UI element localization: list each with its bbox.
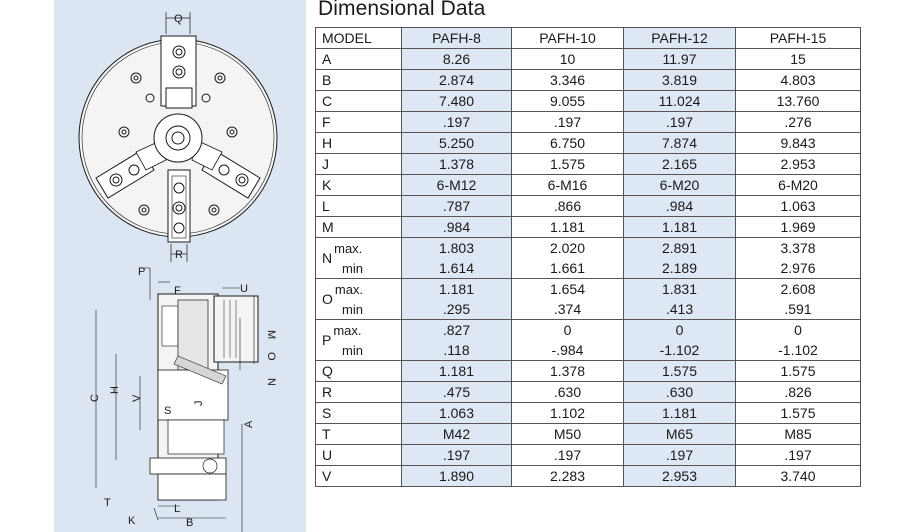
table-body (316, 49, 861, 487)
table-cell: 1.890 (402, 466, 512, 487)
table-cell: 1.063 (402, 403, 512, 424)
table-cell: 0 (624, 320, 736, 341)
row-label: L (316, 196, 402, 217)
table-cell: .630 (624, 382, 736, 403)
label-N: N (265, 378, 277, 386)
table-cell: 6.750 (512, 133, 624, 154)
table-cell: .591 (736, 299, 861, 320)
table-cell: 6-M12 (402, 175, 512, 196)
row-letter: O (322, 291, 333, 307)
table-cell: 1.969 (736, 217, 861, 238)
table-header-row (316, 28, 861, 49)
max-label: max. (334, 241, 363, 256)
table-cell: 11.97 (624, 49, 736, 70)
table-cell: .197 (736, 445, 861, 466)
row-label-p-max (316, 320, 402, 348)
table-cell: M65 (624, 424, 736, 445)
table-cell: .197 (624, 112, 736, 133)
header-pafh-8: PAFH-8 (402, 28, 512, 49)
label-L: L (174, 503, 181, 515)
table-row-v (316, 466, 861, 487)
table-cell: 1.831 (624, 279, 736, 300)
label-C: C (89, 394, 101, 402)
label-J: J (193, 400, 205, 406)
table-cell: 1.654 (512, 279, 624, 300)
table-cell: 1.102 (512, 403, 624, 424)
table-cell: 1.181 (402, 361, 512, 382)
label-K: K (128, 515, 136, 527)
table-cell: 15 (736, 49, 861, 70)
table-cell: -.984 (512, 340, 624, 361)
table-cell: .118 (402, 340, 512, 361)
table-row-a (316, 49, 861, 70)
max-label: max. (334, 282, 364, 297)
table-cell: .827 (402, 320, 512, 341)
table-row-o-max (316, 279, 861, 300)
table-cell: .276 (736, 112, 861, 133)
table-cell: .475 (402, 382, 512, 403)
table-cell: 1.181 (624, 403, 736, 424)
table-cell: 2.189 (624, 258, 736, 279)
chuck-drawing (54, 0, 306, 532)
table-cell: .984 (402, 217, 512, 238)
table-cell: 1.378 (402, 154, 512, 175)
row-label: T (316, 424, 402, 445)
table-cell: 2.874 (402, 70, 512, 91)
side-view (96, 268, 258, 532)
table-cell: 1.803 (402, 238, 512, 259)
table-cell: 0 (512, 320, 624, 341)
table-row-m (316, 217, 861, 238)
label-V: V (131, 394, 143, 402)
label-P: P (138, 266, 146, 278)
table-cell: .787 (402, 196, 512, 217)
table-cell: .984 (624, 196, 736, 217)
row-label: F (316, 112, 402, 133)
table-cell: 1.575 (736, 361, 861, 382)
table-cell: 9.055 (512, 91, 624, 112)
table-cell: 1.575 (512, 154, 624, 175)
table-row-s (316, 403, 861, 424)
table-cell: 3.378 (736, 238, 861, 259)
table-cell: 2.891 (624, 238, 736, 259)
table-cell: 7.874 (624, 133, 736, 154)
table-cell: .413 (624, 299, 736, 320)
table-cell: 7.480 (402, 91, 512, 112)
table-cell: 6-M20 (736, 175, 861, 196)
table-cell: 8.26 (402, 49, 512, 70)
table-row-b (316, 70, 861, 91)
table-cell: 9.843 (736, 133, 861, 154)
table-cell: 3.740 (736, 466, 861, 487)
label-F: F (174, 285, 181, 297)
row-label: V (316, 466, 402, 487)
table-row-o-min (316, 299, 861, 320)
table-cell: 1.378 (512, 361, 624, 382)
page-title: Dimensional Data (318, 0, 486, 20)
table-cell: 10 (512, 49, 624, 70)
row-label-n-max (316, 238, 402, 266)
table-row-h (316, 133, 861, 154)
row-label: R (316, 382, 402, 403)
table-cell: 6-M16 (512, 175, 624, 196)
header-pafh-15: PAFH-15 (736, 28, 861, 49)
table-cell: .197 (512, 112, 624, 133)
row-letter: P (322, 332, 332, 348)
table-cell: -1.102 (624, 340, 736, 361)
row-label: B (316, 70, 402, 91)
table-cell: 1.575 (736, 403, 861, 424)
row-label: K (316, 175, 402, 196)
label-S: S (164, 405, 172, 417)
row-label: U (316, 445, 402, 466)
row-label: H (316, 133, 402, 154)
row-label: M (316, 217, 402, 238)
table-row-k (316, 175, 861, 196)
table-cell: 4.803 (736, 70, 861, 91)
table-cell: 2.165 (624, 154, 736, 175)
table-cell: .295 (402, 299, 512, 320)
label-O: O (265, 352, 277, 361)
table-cell: .197 (624, 445, 736, 466)
table-cell: 5.250 (402, 133, 512, 154)
label-R: R (175, 249, 183, 261)
row-label: S (316, 403, 402, 424)
min-label: min (342, 261, 363, 276)
table-row-q (316, 361, 861, 382)
table-cell: 1.575 (624, 361, 736, 382)
row-label: C (316, 91, 402, 112)
header-model: MODEL (316, 28, 402, 49)
table-cell: .826 (736, 382, 861, 403)
label-U: U (240, 283, 248, 295)
table-cell: 2.020 (512, 238, 624, 259)
label-B: B (186, 517, 194, 529)
table-cell: 2.608 (736, 279, 861, 300)
row-label-o-max (316, 279, 402, 307)
min-label: min (342, 302, 363, 317)
table-cell: 1.181 (512, 217, 624, 238)
header-pafh-10: PAFH-10 (512, 28, 624, 49)
table-cell: 1.614 (402, 258, 512, 279)
table-row-r (316, 382, 861, 403)
table-cell: .197 (402, 112, 512, 133)
table-cell: 1.661 (512, 258, 624, 279)
table-row-j (316, 154, 861, 175)
table-cell: 3.346 (512, 70, 624, 91)
table-cell: M42 (402, 424, 512, 445)
table-row-l (316, 196, 861, 217)
table-cell: 2.953 (624, 466, 736, 487)
table-cell: M50 (512, 424, 624, 445)
table-cell: 2.976 (736, 258, 861, 279)
dimensional-data-table (315, 27, 861, 487)
max-label: max. (333, 323, 362, 338)
table-cell: .866 (512, 196, 624, 217)
row-label: Q (316, 361, 402, 382)
table-cell: M85 (736, 424, 861, 445)
table-cell: 13.760 (736, 91, 861, 112)
label-A: A (243, 420, 255, 428)
table-cell: -1.102 (736, 340, 861, 361)
table-cell: 1.181 (402, 279, 512, 300)
table-cell: .197 (512, 445, 624, 466)
row-label: J (316, 154, 402, 175)
table-row-p-min (316, 340, 861, 361)
row-letter: N (322, 250, 333, 266)
table-row-f (316, 112, 861, 133)
label-M: M (265, 330, 277, 340)
table-cell: .630 (512, 382, 624, 403)
table-cell: .197 (402, 445, 512, 466)
table-row-u (316, 445, 861, 466)
table-row-n-max (316, 238, 861, 259)
table-cell: 0 (736, 320, 861, 341)
header-pafh-12: PAFH-12 (624, 28, 736, 49)
min-label: min (342, 343, 363, 358)
table-cell: 6-M20 (624, 175, 736, 196)
label-T: T (104, 497, 111, 509)
technical-drawing-panel (54, 0, 306, 532)
table-cell: 1.181 (624, 217, 736, 238)
table-row-t (316, 424, 861, 445)
table-cell: 1.063 (736, 196, 861, 217)
row-label: A (316, 49, 402, 70)
table-cell: 11.024 (624, 91, 736, 112)
table-cell: 3.819 (624, 70, 736, 91)
table-cell: 2.283 (512, 466, 624, 487)
table-row-n-min (316, 258, 861, 279)
label-H: H (109, 386, 121, 394)
label-Q: Q (174, 13, 183, 25)
table-row-c (316, 91, 861, 112)
table-row-p-max (316, 320, 861, 341)
table-cell: .374 (512, 299, 624, 320)
table-cell: 2.953 (736, 154, 861, 175)
front-view (79, 12, 277, 262)
